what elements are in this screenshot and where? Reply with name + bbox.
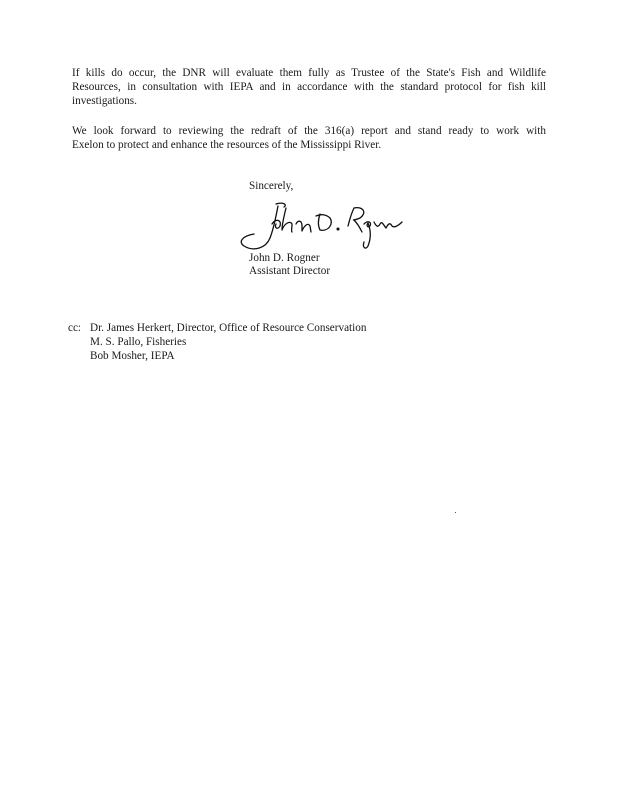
signer-title: Assistant Director (249, 265, 331, 277)
paragraph-line: If kills do occur, the DNR will evaluate them fully as Trustee of the State's Fish and Wildlife (72, 67, 546, 79)
paragraph-line: We look forward to reviewing the redraft of the 316(a) report and stand ready to work with (72, 125, 546, 137)
closing: Sincerely, (249, 180, 294, 192)
cc-list (68, 321, 366, 363)
cc-recipient: Dr. James Herkert, Director, Office of Resource Conservation (90, 322, 367, 334)
paragraph-redraft (72, 124, 546, 152)
handwritten-signature (236, 198, 414, 256)
paragraph-line: Resources, in consultation with IEPA and in accordance with the standard protocol for fish kill (72, 81, 546, 93)
signer-name: John D. Rogner (249, 252, 320, 264)
cc-label: cc: (68, 322, 82, 334)
cc-recipient: M. S. Pallo, Fisheries (90, 336, 187, 348)
paragraph-line: Exelon to protect and enhance the resources of the Mississippi River. (72, 139, 382, 151)
cc-row (68, 321, 366, 335)
cc-recipient: Bob Mosher, IEPA (90, 350, 175, 362)
scan-speck (455, 512, 456, 513)
paragraph-line: investigations. (72, 95, 137, 107)
paragraph-fish-kills (72, 66, 546, 108)
